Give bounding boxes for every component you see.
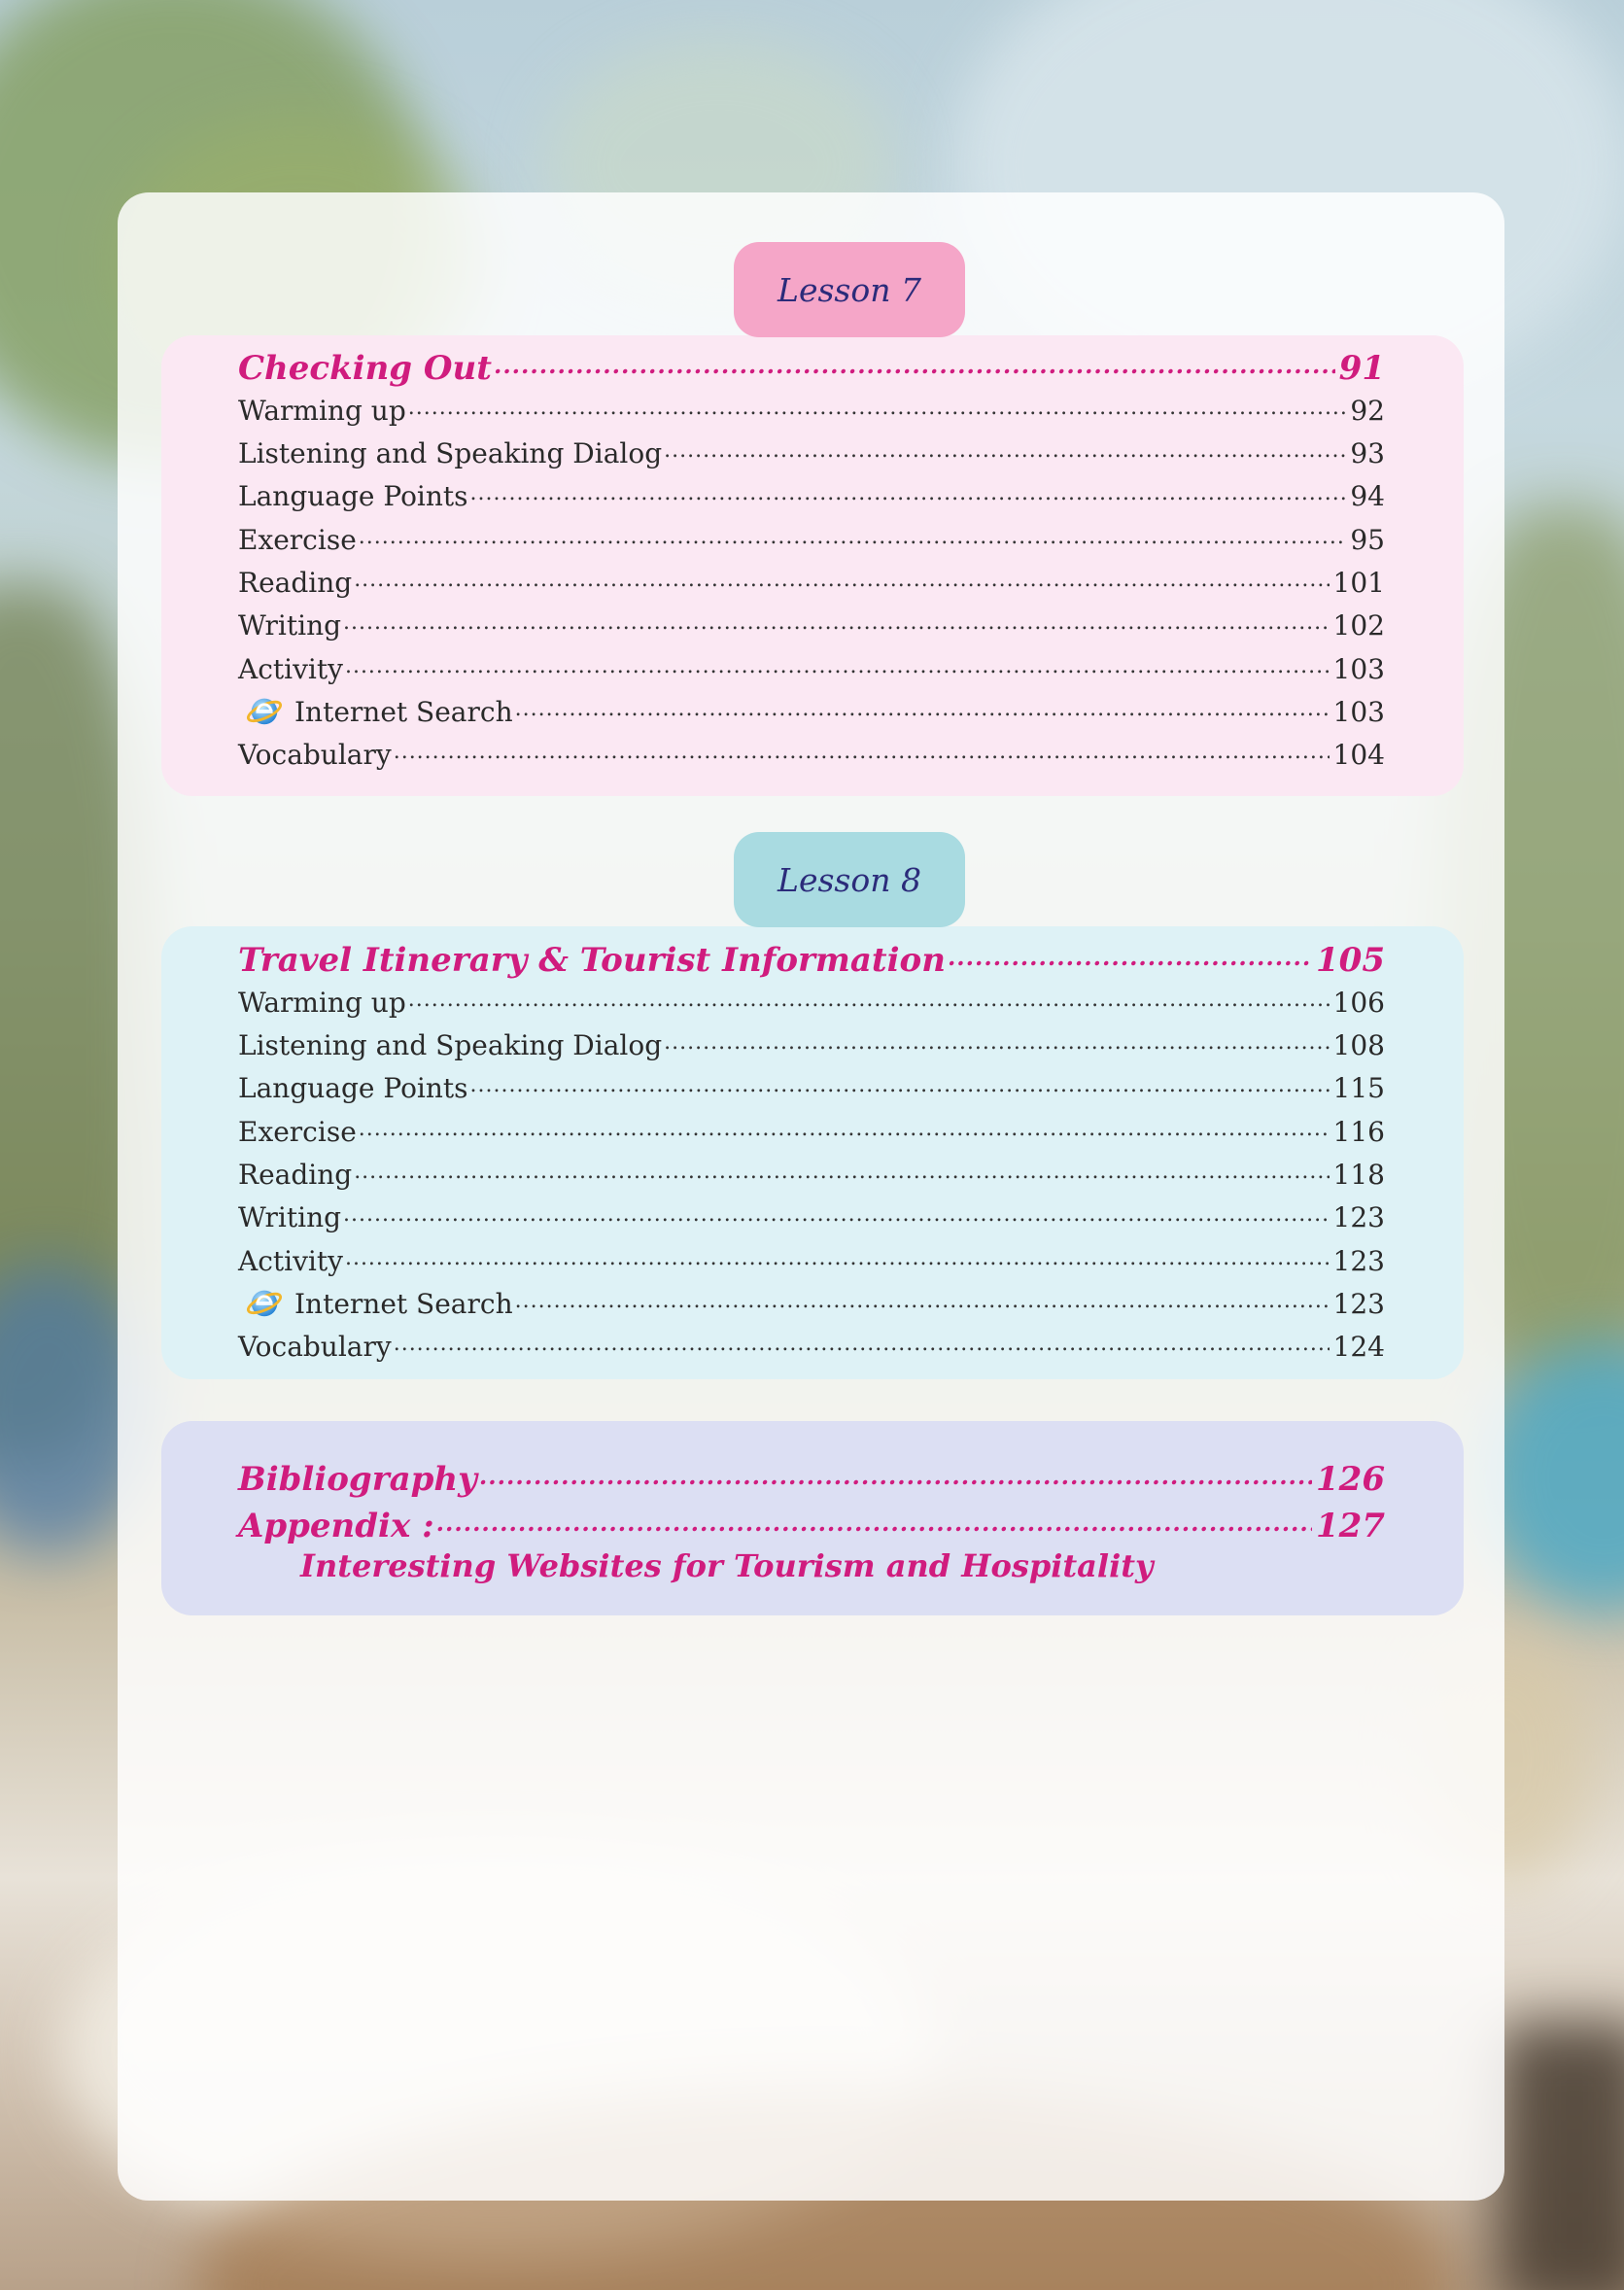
toc-entry-writing[interactable] xyxy=(238,1197,1385,1239)
toc-entry-reading[interactable] xyxy=(238,1154,1385,1197)
dot-leader xyxy=(343,1197,1330,1227)
toc-page-number: 127 xyxy=(1316,1507,1385,1546)
dot-leader xyxy=(470,476,1347,506)
lesson7-tab xyxy=(734,242,965,337)
toc-heading-checking-out[interactable] xyxy=(238,343,1385,390)
toc-page-number: 102 xyxy=(1332,609,1385,642)
toc-entry-language-points[interactable] xyxy=(238,476,1385,519)
toc-entry-label: Exercise xyxy=(238,1115,357,1148)
toc-entry-vocabulary[interactable] xyxy=(238,734,1385,777)
toc-heading-travel-itinerary[interactable] xyxy=(238,935,1385,982)
toc-entry-exercise[interactable] xyxy=(238,1111,1385,1154)
toc-page-number: 101 xyxy=(1332,566,1385,599)
toc-entry-label: Listening and Speaking Dialog xyxy=(238,437,663,470)
lesson7-tab-label: Lesson 7 xyxy=(777,270,921,309)
dot-leader xyxy=(515,691,1330,721)
toc-page-number: 118 xyxy=(1332,1158,1385,1191)
toc-page-number: 108 xyxy=(1332,1029,1385,1062)
dot-leader xyxy=(479,1454,1312,1490)
lesson8-tab-label: Lesson 8 xyxy=(777,860,921,899)
toc-entry-label: Internet Search xyxy=(294,695,513,728)
lesson8-tab xyxy=(734,832,965,927)
toc-entry-activity[interactable] xyxy=(238,648,1385,691)
dot-leader xyxy=(343,605,1330,635)
toc-entry-warming-up[interactable] xyxy=(238,390,1385,433)
dot-leader xyxy=(664,1024,1329,1055)
toc-page-number: 123 xyxy=(1332,1287,1385,1320)
toc-heading-label: Appendix : xyxy=(238,1507,434,1546)
internet-explorer-icon xyxy=(246,692,283,729)
toc-entry-label: Warming up xyxy=(238,986,406,1019)
toc-page-number: 105 xyxy=(1316,941,1385,981)
dot-leader xyxy=(354,562,1329,592)
toc-page-number: 103 xyxy=(1332,652,1385,685)
dot-leader xyxy=(436,1501,1312,1537)
appendix-subtitle-label: Interesting Websites for Tourism and Hospitality xyxy=(300,1547,1154,1584)
dot-leader xyxy=(394,734,1330,764)
toc-page-number: 123 xyxy=(1332,1244,1385,1277)
toc-entry-label: Writing xyxy=(238,609,342,642)
dot-leader xyxy=(354,1154,1329,1184)
toc-entry-label: Internet Search xyxy=(294,1287,513,1320)
dot-leader xyxy=(408,982,1330,1012)
toc-page-number: 124 xyxy=(1332,1331,1385,1364)
toc-entry-listening-speaking[interactable] xyxy=(238,433,1385,475)
dot-leader xyxy=(359,519,1347,549)
dot-leader xyxy=(515,1283,1330,1313)
toc-heading-label: Travel Itinerary & Tourist Information xyxy=(238,941,946,981)
toc-entry-reading[interactable] xyxy=(238,562,1385,605)
dot-leader xyxy=(470,1068,1330,1098)
toc-entry-label: Writing xyxy=(238,1201,342,1234)
toc-entry-label: Vocabulary xyxy=(238,1331,392,1364)
toc-entry-label: Vocabulary xyxy=(238,739,392,772)
toc-heading-label: Checking Out xyxy=(238,349,492,389)
appendix-subtitle[interactable] xyxy=(238,1547,1385,1594)
toc-entry-writing[interactable] xyxy=(238,605,1385,647)
toc-page-number: 126 xyxy=(1316,1460,1385,1500)
toc-page-number: 94 xyxy=(1350,480,1385,513)
dot-leader xyxy=(664,433,1346,463)
back-matter-toc xyxy=(238,1454,1385,1594)
dot-leader xyxy=(394,1326,1330,1356)
toc-page-number: 115 xyxy=(1332,1072,1385,1105)
toc-page-number: 106 xyxy=(1332,986,1385,1019)
toc-page-number: 104 xyxy=(1332,739,1385,772)
dot-leader xyxy=(494,343,1335,379)
toc-entry-vocabulary[interactable] xyxy=(238,1326,1385,1369)
dot-leader xyxy=(345,648,1330,678)
toc-entry-internet-search[interactable] xyxy=(238,1283,1385,1326)
toc-entry-label: Activity xyxy=(238,652,343,685)
lesson7-toc xyxy=(238,343,1385,778)
toc-page-number: 92 xyxy=(1350,394,1385,427)
dot-leader xyxy=(408,390,1347,420)
toc-entry-label: Warming up xyxy=(238,394,406,427)
toc-heading-appendix[interactable] xyxy=(238,1501,1385,1547)
toc-page-number: 93 xyxy=(1350,437,1385,470)
toc-entry-activity[interactable] xyxy=(238,1240,1385,1283)
toc-page-number: 95 xyxy=(1350,523,1385,556)
toc-entry-label: Listening and Speaking Dialog xyxy=(238,1029,663,1062)
toc-entry-label: Reading xyxy=(238,566,353,599)
toc-entry-label: Activity xyxy=(238,1244,343,1277)
lesson8-toc xyxy=(238,935,1385,1370)
toc-heading-bibliography[interactable] xyxy=(238,1454,1385,1501)
toc-entry-internet-search[interactable] xyxy=(238,691,1385,734)
dot-leader xyxy=(359,1111,1330,1141)
dot-leader xyxy=(345,1240,1330,1270)
toc-page-number: 123 xyxy=(1332,1201,1385,1234)
toc-entry-label: Language Points xyxy=(238,1072,468,1105)
toc-page-number: 91 xyxy=(1338,349,1385,389)
internet-explorer-icon xyxy=(246,1284,283,1321)
toc-page-number: 116 xyxy=(1332,1115,1385,1148)
toc-entry-exercise[interactable] xyxy=(238,519,1385,562)
toc-entry-listening-speaking[interactable] xyxy=(238,1024,1385,1067)
toc-entry-label: Exercise xyxy=(238,523,357,556)
toc-entry-language-points[interactable] xyxy=(238,1068,1385,1111)
toc-entry-warming-up[interactable] xyxy=(238,982,1385,1024)
dot-leader xyxy=(948,935,1312,971)
toc-entry-label: Reading xyxy=(238,1158,353,1191)
toc-heading-label: Bibliography xyxy=(238,1460,477,1500)
toc-entry-label: Language Points xyxy=(238,480,468,513)
toc-page-number: 103 xyxy=(1332,695,1385,728)
